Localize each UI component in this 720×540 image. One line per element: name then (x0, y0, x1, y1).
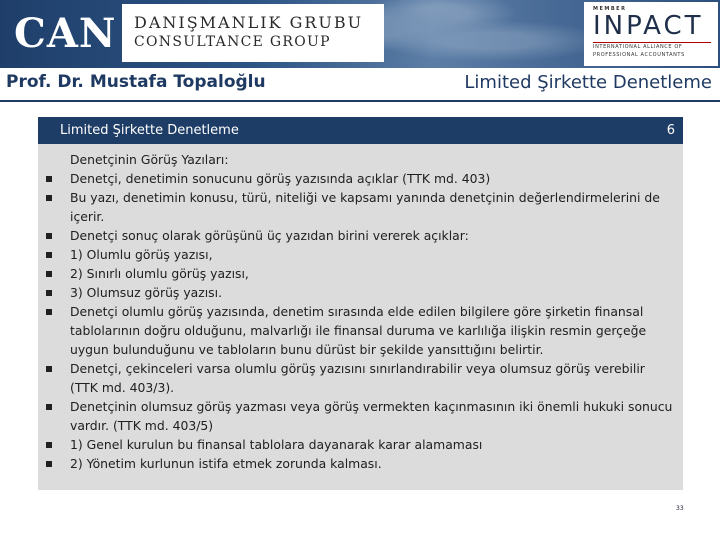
author-name: Prof. Dr. Mustafa Topaloğlu (6, 72, 266, 92)
member-label: MEMBER (593, 6, 627, 12)
list-item-text: 1) Olumlu görüş yazısı, (70, 247, 213, 262)
card-title: Limited Şirkette Denetleme (60, 123, 239, 138)
section-heading (44, 150, 673, 169)
list-item-text: 1) Genel kurulun bu finansal tablolara dayanarak karar alamaması (70, 437, 483, 452)
list-item (44, 283, 673, 302)
list-item-text: 2) Yönetim kurlunun istifa etmek zorunda kalması. (70, 456, 382, 471)
brand-line-1: DANIŞMANLIK GRUBU (134, 13, 364, 32)
partner-line-2: PROFESSIONAL ACCOUNTANTS (593, 51, 685, 58)
list-item-text: 3) Olumsuz görüş yazısı. (70, 285, 223, 300)
bullet-icon (46, 461, 52, 467)
bullet-icon (46, 233, 52, 239)
header-banner (0, 0, 720, 68)
bullet-icon (46, 252, 52, 258)
bullet-icon (46, 290, 52, 296)
card-header (38, 117, 683, 144)
logo-divider (593, 42, 711, 43)
list-item-text: Denetçinin olumsuz görüş yazması veya görüş vermekten kaçınmasının iki önemli hukuki sonucu vardır. (TTK md. 403/5) (70, 399, 673, 433)
list-item (44, 245, 673, 264)
list-item (44, 264, 673, 283)
list-item (44, 302, 673, 359)
slide-number: 6 (666, 123, 675, 138)
content-card (38, 117, 683, 490)
list-item (44, 188, 673, 226)
list-item (44, 397, 673, 435)
list-item-text: Denetçi, çekinceleri varsa olumlu görüş yazısını sınırlandırabilir veya olumsuz görüş verebilir (TTK md. 403/3). (70, 361, 645, 395)
list-item (44, 226, 673, 245)
bullet-icon (46, 176, 52, 182)
list-item-text: Bu yazı, denetimin konusu, türü, niteliği ve kapsamı yanında denetçinin değerlendirmelerini de içerir. (70, 190, 660, 224)
can-logo: CAN (14, 10, 117, 57)
list-item-text: Denetçinin Görüş Yazıları: (70, 152, 229, 167)
brand-line-2: CONSULTANCE GROUP (134, 34, 331, 50)
bullet-icon (46, 442, 52, 448)
list-item-text: 2) Sınırlı olumlu görüş yazısı, (70, 266, 249, 281)
list-item-text: Denetçi olumlu görüş yazısında, denetim sırasında elde edilen bilgilere göre şirketin finansal tablolarının doğru olduğunu, malvarlığı ile finansal duruma ve karlılığa ilişkin resmin gerçeğe uygun bulunduğunu ve tabloların bunu dürüst bir şekilde yansıttığını belirtir. (70, 304, 647, 357)
list-item-text: Denetçi, denetimin sonucunu görüş yazısında açıklar (TTK md. 403) (70, 171, 491, 186)
header-divider (0, 100, 720, 102)
list-item (44, 435, 673, 454)
page-number: 33 (676, 505, 684, 512)
list-item (44, 169, 673, 188)
bullet-icon (46, 271, 52, 277)
slide-topic: Limited Şirkette Denetleme (464, 72, 712, 93)
bullet-icon (46, 195, 52, 201)
list-item (44, 454, 673, 473)
inpact-logo (584, 2, 718, 66)
bullet-icon (46, 366, 52, 372)
list-item (44, 359, 673, 397)
bullet-icon (46, 404, 52, 410)
bullet-icon (46, 309, 52, 315)
list-item-text: Denetçi sonuç olarak görüşünü üç yazıdan birini vererek açıklar: (70, 228, 469, 243)
inpact-wordmark: INPACT (593, 11, 704, 41)
partner-line-1: INTERNATIONAL ALLIANCE OF (593, 44, 683, 50)
brand-name-box (122, 4, 384, 62)
bullet-list (38, 150, 683, 473)
